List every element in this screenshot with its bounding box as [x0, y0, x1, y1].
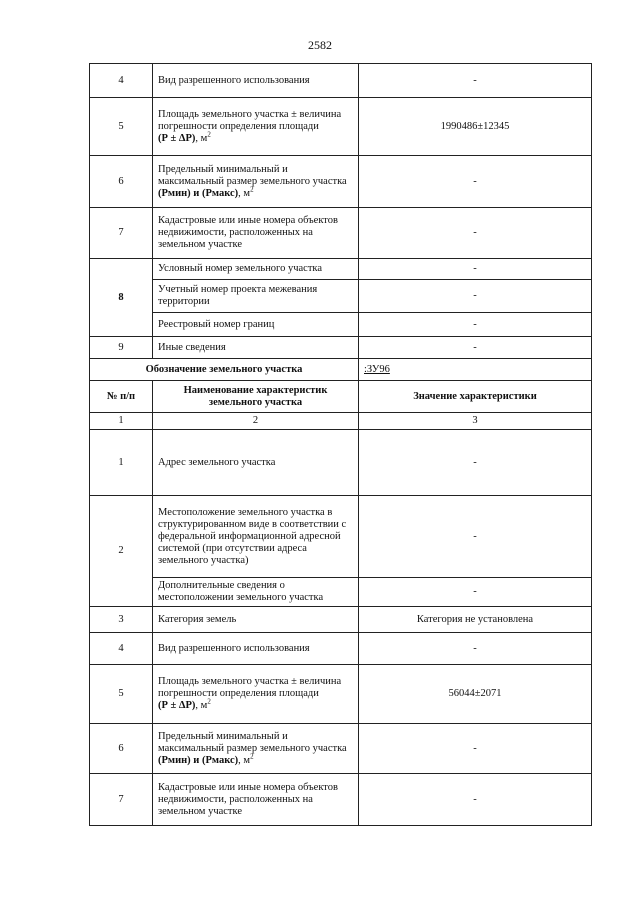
header-row: [90, 381, 592, 413]
row-number: 6: [90, 156, 153, 208]
table-row: [90, 208, 592, 259]
table-row: [90, 156, 592, 208]
row-value: -: [359, 280, 592, 313]
unit-superscript: 2: [207, 697, 211, 706]
column-number-row: [90, 413, 592, 430]
row-label-text: Предельный минимальный и максимальный размер земельного участка: [158, 163, 347, 187]
table-row: [90, 337, 592, 359]
row-label: Адрес земельного участка: [153, 430, 359, 496]
row-number: 8: [90, 259, 153, 337]
row-label-text: Площадь земельного участка ± величина погрешности определения площади: [158, 108, 342, 132]
page-number: 2582: [308, 38, 332, 52]
row-number: 1: [90, 430, 153, 496]
row-number: 7: [90, 774, 153, 826]
row-label: Учетный номер проекта межевания территории: [153, 280, 359, 313]
table-row: [90, 496, 592, 578]
row-label: Условный номер земельного участка: [153, 259, 359, 280]
table-row: [90, 280, 592, 313]
designation-row: [90, 359, 592, 381]
row-label: Реестровый номер границ: [153, 313, 359, 337]
table-row: [90, 724, 592, 774]
row-value: 1990486±12345: [359, 98, 592, 156]
row-value: Категория не установлена: [359, 607, 592, 633]
column-number: 2: [153, 413, 359, 430]
row-label-text: Площадь земельного участка ± величина погрешности определения площади: [158, 676, 342, 699]
row-label: Площадь земельного участка ± величина погрешности определения площади (Р ± ΔР), $м^2$: [153, 98, 359, 156]
land-plot-table: [89, 63, 592, 826]
row-number: 5: [90, 665, 153, 724]
row-value: -: [359, 259, 592, 280]
row-number: 4: [90, 64, 153, 98]
header-name: Наименование характеристик земельного участка: [153, 381, 359, 413]
table-row: [90, 607, 592, 633]
row-value: -: [359, 64, 592, 98]
row-label-bold: (Рмин) и (Рмакс): [158, 754, 239, 766]
row-label: Дополнительные сведения о местоположении земельного участка: [153, 578, 359, 607]
column-number: 3: [359, 413, 592, 430]
row-number: 4: [90, 633, 153, 665]
row-value: -: [359, 156, 592, 208]
area-formula: (Р ± ΔР): [158, 700, 196, 711]
row-label: Категория земель: [153, 607, 359, 633]
row-value: -: [359, 578, 592, 607]
row-value: -: [359, 430, 592, 496]
row-label: Иные сведения: [153, 337, 359, 359]
row-number: 5: [90, 98, 153, 156]
table-row: [90, 665, 592, 724]
column-number: 1: [90, 413, 153, 430]
table-row: [90, 774, 592, 826]
unit-superscript: 2: [207, 130, 211, 138]
row-value: -: [359, 633, 592, 665]
row-value: -: [359, 774, 592, 826]
row-value: 56044±2071: [359, 665, 592, 724]
table-row: [90, 98, 592, 156]
row-value: -: [359, 313, 592, 337]
row-label: Предельный минимальный и максимальный размер земельного участка (Рмин) и (Рмакс), $м^2$: [153, 724, 359, 774]
row-label-bold: (Рмин) и (Рмакс): [158, 187, 239, 199]
table-row: [90, 64, 592, 98]
unit-superscript: 2: [250, 752, 254, 760]
row-value: -: [359, 724, 592, 774]
table-row: [90, 430, 592, 496]
table-row: [90, 313, 592, 337]
row-value: -: [359, 337, 592, 359]
designation-label: Обозначение земельного участка: [90, 359, 359, 381]
row-label: Местоположение земельного участка в структурированном виде в соответствии с федеральной информационной адресной системой (при отсутствии адреса земельного участка): [153, 496, 359, 578]
row-number: 6: [90, 724, 153, 774]
row-label: Кадастровые или иные номера объектов недвижимости, расположенных на земельном участке: [153, 208, 359, 259]
row-number: 2: [90, 496, 153, 607]
row-label: Площадь земельного участка ± величина погрешности определения площади (Р ± ΔР), $м^2$: [153, 665, 359, 724]
row-label: Вид разрешенного использования: [153, 64, 359, 98]
unit-superscript: 2: [250, 185, 254, 193]
area-formula: (Р ± ΔР): [158, 132, 196, 144]
row-number: 7: [90, 208, 153, 259]
designation-code: :ЗУ96: [359, 359, 592, 381]
header-value: Значение характеристики: [359, 381, 592, 413]
table-row: [90, 633, 592, 665]
row-label: Предельный минимальный и максимальный размер земельного участка (Рмин) и (Рмакс), $м^2$: [153, 156, 359, 208]
row-label: Вид разрешенного использования: [153, 633, 359, 665]
row-value: -: [359, 496, 592, 578]
row-number: 9: [90, 337, 153, 359]
table-row: [90, 578, 592, 607]
row-value: -: [359, 208, 592, 259]
row-number: 3: [90, 607, 153, 633]
row-label-text: Предельный минимальный и максимальный размер земельного участка: [158, 730, 347, 754]
table-row: [90, 259, 592, 280]
row-label: Кадастровые или иные номера объектов недвижимости, расположенных на земельном участке: [153, 774, 359, 826]
header-number: № п/п: [90, 381, 153, 413]
